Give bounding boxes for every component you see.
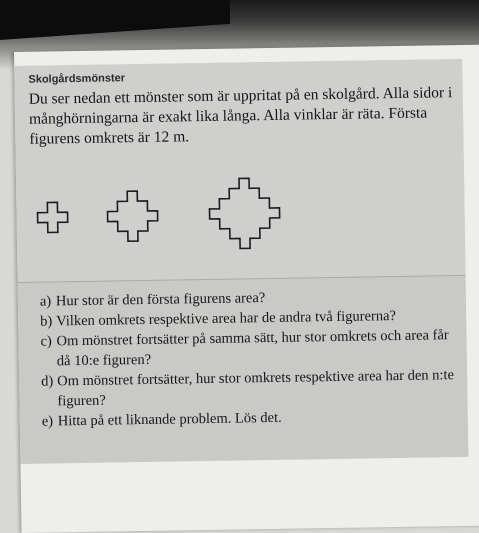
task-box: [14, 59, 468, 464]
question-d-letter: d): [41, 373, 54, 390]
question-b-letter: b): [40, 313, 53, 330]
task-description-panel: [14, 59, 465, 283]
question-d: [41, 365, 462, 412]
question-a-text: Hur stor är den första figurens area?: [55, 290, 266, 310]
figure-1-plus: [37, 202, 67, 232]
question-c-letter: c): [40, 333, 52, 350]
question-e-text: Hitta på ett liknande problem. Lös det.: [57, 409, 282, 430]
task-intro: Du ser nedan ett mönster som är uppritat på en skolgård. Alla sidor i månghörningarna är exakt lika långa. Alla vinklar är räta. Första figurens omkrets är 12 m.: [28, 84, 453, 148]
question-d-text: Om mönstret fortsätter, hur stor omkrets respektive area har den n:te figuren?: [57, 367, 455, 410]
question-list: [40, 285, 462, 432]
worksheet-paper: [14, 45, 479, 533]
figure-3-stepped: [209, 178, 280, 249]
question-a-letter: a): [39, 293, 52, 310]
question-e-letter: e): [41, 413, 54, 430]
question-b-text: Vilken omkrets respektive area har de andra två figurerna?: [56, 308, 397, 330]
question-c-text: Om mönstret fortsätter på samma sätt, hur stor omkrets och area får då 10:e figuren?: [56, 327, 449, 370]
figure-2-stepped: [107, 191, 158, 242]
task-heading: Skolgårdsmönster: [28, 72, 126, 86]
pattern-figures: [16, 169, 466, 276]
question-c: [40, 325, 461, 372]
